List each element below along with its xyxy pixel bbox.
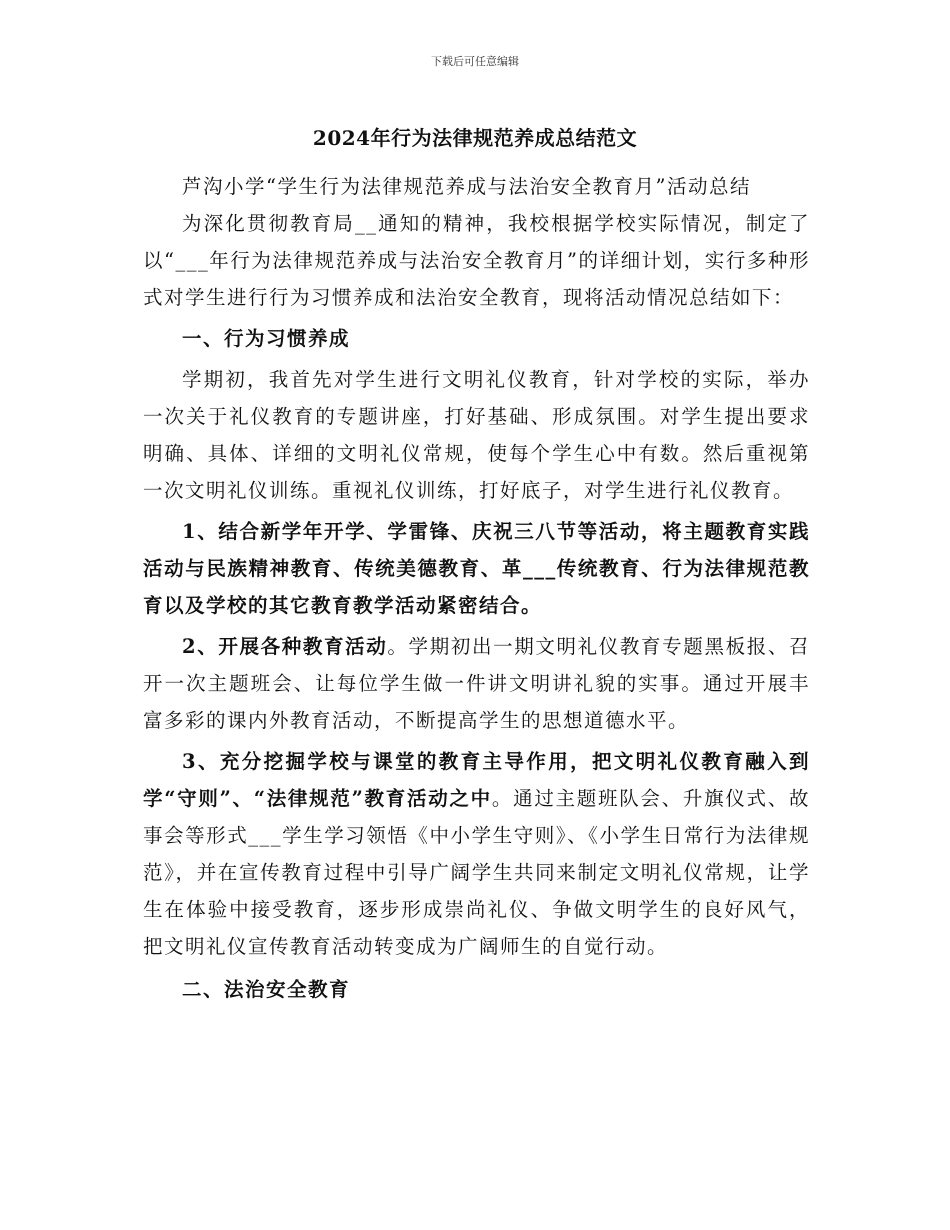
item2-bold: 2、开展各种教育活动 bbox=[182, 635, 388, 658]
item2-rest: 。学期初出一期文明礼仪教育专题黑板报、召开一次主题班会、让每位学生做一件讲文明讲礼貌的实事。通过开展丰富多彩的课内外教育活动，不断提高学生的思想道德水平。 bbox=[143, 635, 810, 732]
item1-paragraph: 1、结合新学年开学、学雷锋、庆祝三八节等活动，将主题教育实践活动与民族精神教育、传统美德教育、革___传统教育、行为法律规范教育以及学校的其它教育教学活动紧密结合。 bbox=[143, 520, 810, 617]
section1-heading: 一、行为习惯养成 bbox=[182, 327, 351, 350]
section2-heading: 二、法治安全教育 bbox=[182, 978, 351, 1001]
header-note: 下载后可任意编辑 bbox=[431, 55, 519, 68]
section1-paragraph: 学期初，我首先对学生进行文明礼仪教育，针对学校的实际，举办一次关于礼仪教育的专题讲座，打好基础、形成氛围。对学生提出要求明确、具体、详细的文明礼仪常规，使每个学生心中有数。然后重视第一次文明礼仪训练。重视礼仪训练，打好底子，对学生进行礼仪教育。 bbox=[143, 368, 810, 502]
item3-paragraph bbox=[143, 743, 810, 965]
subtitle-paragraph: 芦沟小学“学生行为法律规范养成与法治安全教育月”活动总结 bbox=[182, 175, 751, 198]
item2-paragraph bbox=[143, 628, 810, 739]
document-body bbox=[143, 168, 810, 1008]
document-title: 2024年行为法律规范养成总结范文 bbox=[312, 126, 638, 150]
intro-paragraph: 为深化贯彻教育局__通知的精神，我校根据学校实际情况，制定了以“___年行为法律规范养成与法治安全教育月”的详细计划，实行多种形式对学生进行行为习惯养成和法治安全教育，现将活动情况总结如下： bbox=[143, 212, 810, 309]
item3-bold: 3、充分挖掘学校与课堂的教育主导作用，把文明礼仪教育融入到学“守则”、“法律规范”教育活动之中 bbox=[143, 750, 810, 810]
item3-rest: 。通过主题班队会、升旗仪式、故事会等形式___学生学习领悟《中小学生守则》、《小学生日常行为法律规范》，并在宣传教育过程中引导广阔学生共同来制定文明礼仪常规，让学生在体验中接受教育，逐步形成崇尚礼仪、争做文明学生的良好风气，把文明礼仪宣传教育活动转变成为广阔师生的自觉行动。 bbox=[143, 787, 810, 958]
